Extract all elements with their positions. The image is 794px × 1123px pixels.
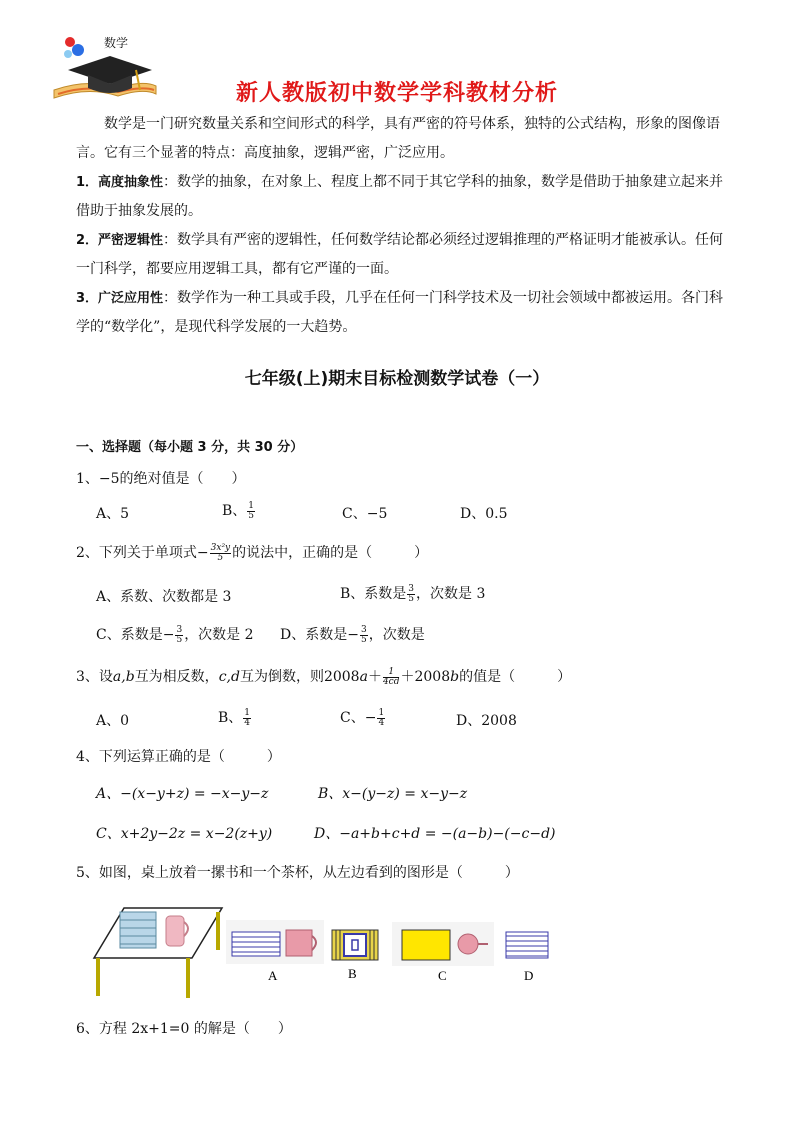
item-text: ：数学作为一种工具或手段，几乎在任何一门科学技术及一切社会领域中都被运用。各门科学的“数学化”，是现代科学发展的一大趋势。	[76, 290, 724, 335]
option-d-label: D	[524, 968, 534, 983]
intro-section	[76, 110, 724, 342]
q3-option-d: D、2008	[456, 713, 517, 729]
q1-option-b: B、 $\frac{1}{5}$	[222, 500, 255, 521]
main-title: 新人教版初中数学学科教材分析	[235, 81, 558, 106]
question-4-stem: 4、下列运算正确的是（ ）	[76, 749, 281, 765]
intro-paragraph: 数学是一门研究数量关系和空间形式的科学，具有严密的符号体系，独特的公式结构，形象的图像语言。它有三个显著的特点：高度抽象，逻辑严密，广泛应用。	[76, 116, 720, 161]
q3-option-c: C、− $\frac{1}{4}$	[340, 707, 385, 728]
item-label: 1．高度抽象性	[76, 175, 164, 190]
question-3-stem: 3、设a,b互为相反数，c,d互为倒数，则2008a＋ $\frac{1}{4cd}$ ＋2008b的值是（ ）	[76, 666, 572, 687]
item-label: 2．严密逻辑性	[76, 233, 164, 248]
option-b-figure	[332, 930, 378, 960]
item-text: ：数学的抽象，在对象上、程度上都不同于其它学科的抽象，数学是借助于抽象建立起来并借助于抽象发展的。	[76, 174, 724, 219]
option-a-figure	[226, 920, 324, 964]
option-c-figure	[392, 922, 494, 966]
item-label: 3．广泛应用性	[76, 291, 164, 306]
intro-item-3	[76, 284, 724, 342]
section-heading: 一、选择题（每小题 3 分，共 30 分）	[76, 440, 304, 455]
option-b-label: B	[348, 966, 357, 981]
option-c-label: C	[438, 968, 447, 983]
intro-item-1	[76, 168, 724, 226]
intro-item-2	[76, 226, 724, 284]
q4-option-a: A、−(x−y+z) = −x−y−z	[96, 786, 269, 802]
q2-option-b: B、系数是 $\frac{3}{5}$ ，次数是 3	[340, 583, 486, 604]
logo-text: 数学	[104, 36, 129, 50]
question-1-stem: 1、−5的绝对值是（ ）	[76, 471, 246, 487]
question-5-stem: 5、如图，桌上放着一摞书和一个茶杯，从左边看到的图形是（ ）	[76, 865, 519, 881]
q1-option-a: A、5	[96, 506, 130, 522]
option-d-figure	[502, 930, 552, 960]
item-text: ：数学具有严密的逻辑性，任何数学结论都必须经过逻辑推理的严格证明才能被承认。任何一门科学，都要应用逻辑工具，都有它严谨的一面。	[76, 232, 724, 277]
q3-option-b: B、 $\frac{1}{4}$	[218, 707, 251, 728]
question-6-stem: 6、方程 2x+1=0 的解是（ ）	[76, 1021, 292, 1037]
q2-option-a: A、系数、次数都是 3	[96, 589, 232, 605]
q2-option-c: C、系数是− $\frac{3}{5}$ ，次数是 2	[96, 624, 254, 645]
q4-option-c: C、x+2y−2z = x−2(z+y)	[96, 826, 273, 842]
question-2-stem: 2、下列关于单项式− $\frac{\text{3x²y}}{5}$ 的说法中，正确的是（ ）	[76, 542, 429, 563]
option-a-label: A	[268, 968, 278, 983]
q1-option-d: D、0.5	[460, 506, 508, 522]
q4-option-d: D、−a+b+c+d = −(a−b)−(−c−d)	[314, 826, 556, 842]
q3-option-a: A、0	[96, 713, 130, 729]
q5-figure	[86, 900, 566, 1000]
q4-option-b: B、x−(y−z) = x−y−z	[318, 786, 468, 802]
q2-option-d: D、系数是− $\frac{3}{5}$ ，次数是	[280, 624, 425, 645]
q1-option-c: C、−5	[342, 506, 388, 522]
exam-title: 七年级(上)期末目标检测数学试卷（一）	[244, 369, 550, 389]
table-scene-illustration	[94, 908, 222, 998]
